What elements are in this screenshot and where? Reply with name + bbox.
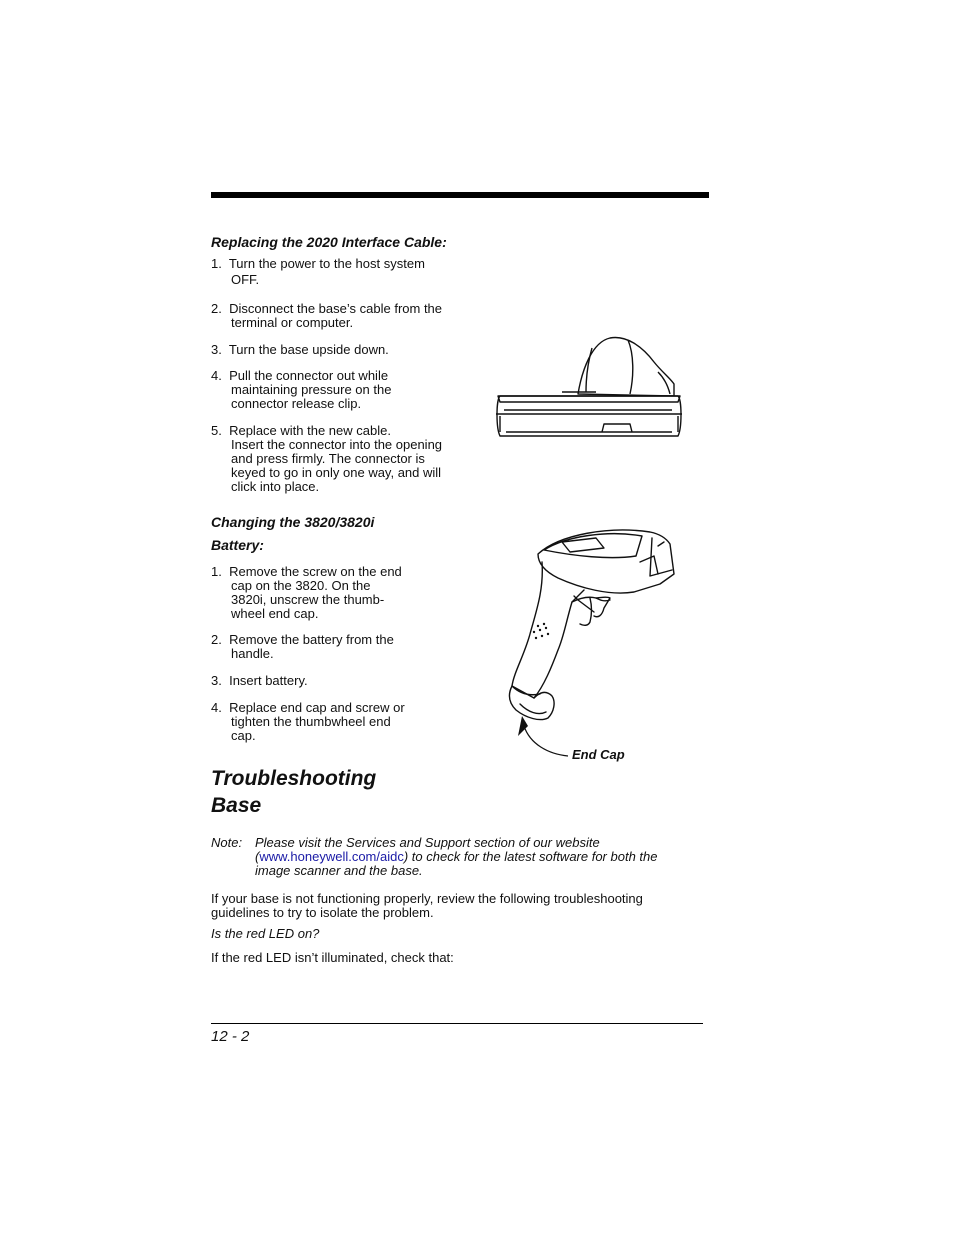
charging-base-illustration [492, 332, 684, 444]
cable-step-1: 1. Turn the power to the host system OFF. [211, 256, 425, 287]
troubleshooting-title-line2: Base [211, 794, 262, 817]
battery-step-2: 2. Remove the battery from the handle. [211, 632, 394, 661]
page-number: 12 - 2 [211, 1028, 250, 1045]
end-cap-callout: End Cap [572, 747, 625, 762]
top-rule [211, 192, 709, 198]
troubleshooting-title-line1: Troubleshooting [211, 767, 377, 790]
callout-line [524, 726, 568, 756]
red-led-check: If the red LED isn’t illuminated, check that: [211, 950, 454, 965]
note-label: Note: [211, 835, 243, 850]
battery-heading-line1: Changing the 3820/3820i [211, 514, 375, 530]
note-text: Please visit the Services and Support section of our website (www.honeywell.com/aidc) to check for the latest software for both the image scanner and the base. [255, 835, 658, 878]
honeywell-website-link[interactable]: www.honeywell.com/aidc [259, 849, 404, 864]
cable-step-3: 3. Turn the base upside down. [211, 342, 389, 357]
battery-step-3: 3. Insert battery. [211, 673, 308, 688]
bottom-rule [211, 1023, 703, 1024]
battery-heading-line2: Battery: [211, 537, 264, 553]
speaker-dots [533, 623, 549, 639]
battery-step-1: 1. Remove the screw on the end cap on the 3820. On the 3820i, unscrew the thumb- wheel end cap. [211, 564, 402, 621]
cable-step-5: 5. Replace with the new cable. Insert the connector into the opening and press firmly. The connector is keyed to go in only one way, and will click into place. [211, 423, 443, 494]
cable-step-2: 2. Disconnect the base’s cable from the terminal or computer. [211, 301, 443, 330]
red-led-question: Is the red LED on? [211, 926, 320, 941]
cable-heading: Replacing the 2020 Interface Cable: [211, 234, 447, 250]
cable-step-4: 4. Pull the connector out while maintaining pressure on the connector release clip. [211, 368, 392, 411]
battery-step-4: 4. Replace end cap and screw or tighten the thumbwheel end cap. [211, 700, 405, 743]
scanner-illustration [500, 526, 680, 766]
intro-paragraph: If your base is not functioning properly, review the following troubleshooting guidelines to try to isolate the problem. [211, 891, 643, 920]
